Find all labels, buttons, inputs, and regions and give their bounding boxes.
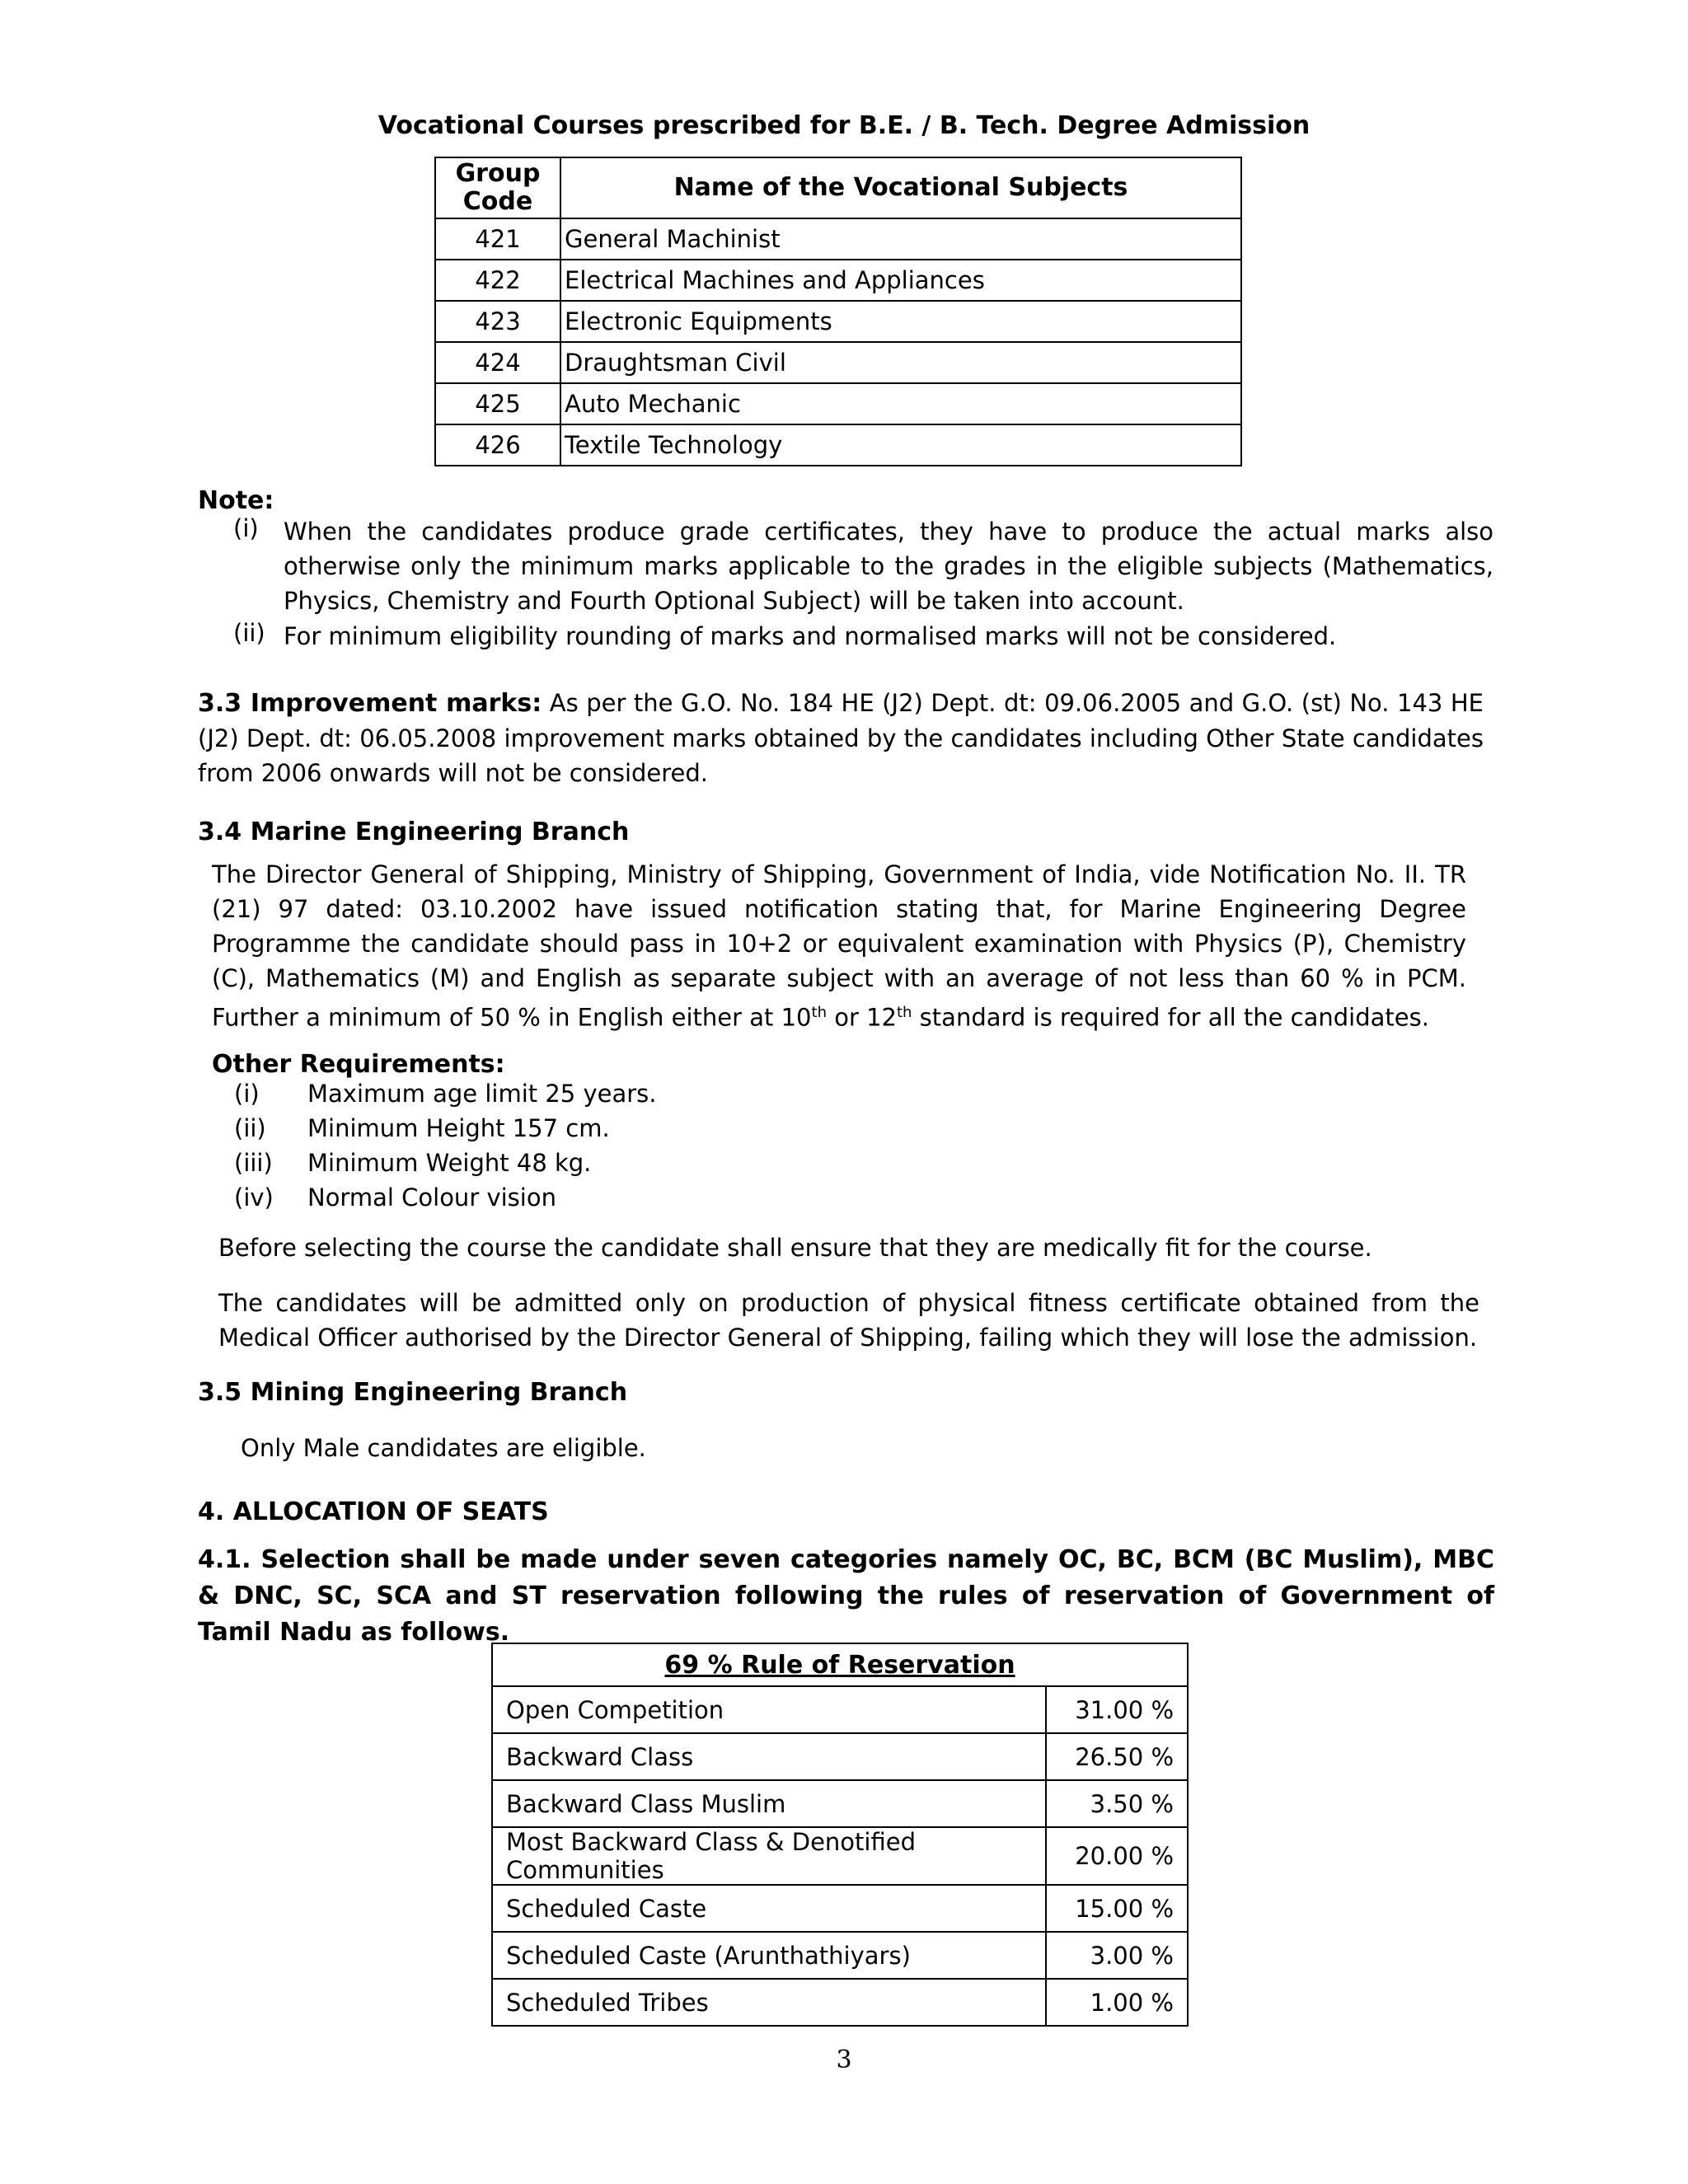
header-group-code: Group Code — [435, 157, 560, 218]
requirement-text: Minimum Height 157 cm. — [307, 1114, 610, 1142]
marine-text-main: The Director General of Shipping, Ministry of Shipping, Government of India, vide Notification No. II. TR (21) 97 dated: 03.10.2002 have issued notification stating that, for Marine Engineering Degree Programme the candidate should pass in 10+2 or equivalent examination with Physics (P), Chemistry (C), Mathematics (M) and English as separate subject with an average of not less than 60 % in PCM. Further a minimum of 50 % in English either at — [212, 860, 1466, 1032]
page-number: 3 — [836, 2046, 852, 2074]
marine-text-end: standard is required for all the candidates. — [912, 1003, 1429, 1032]
table-row — [492, 1780, 1188, 1827]
reservation-category: Scheduled Caste (Arunthathiyars) — [492, 1932, 1046, 1979]
table-row — [435, 342, 1241, 383]
group-code: 424 — [435, 342, 560, 383]
table-row — [492, 1733, 1188, 1780]
group-code: 425 — [435, 383, 560, 424]
reservation-category: Most Backward Class & Denotified Communities — [492, 1827, 1046, 1885]
header-subject-name: Name of the Vocational Subjects — [560, 157, 1241, 218]
or-word: or — [826, 1003, 867, 1032]
section-3-3 — [198, 686, 1484, 790]
vocational-table — [434, 157, 1242, 466]
superscript-th: th — [897, 1004, 912, 1021]
requirement-text: Normal Colour vision — [307, 1183, 556, 1212]
reservation-percent: 1.00 % — [1046, 1979, 1188, 2026]
reservation-percent: 3.00 % — [1046, 1932, 1188, 1979]
table-header-row — [492, 1643, 1188, 1686]
reservation-percent: 26.50 % — [1046, 1733, 1188, 1780]
reservation-percent: 3.50 % — [1046, 1780, 1188, 1827]
reservation-title: 69 % Rule of Reservation — [492, 1643, 1188, 1686]
requirement-text: Maximum age limit 25 years. — [307, 1080, 657, 1108]
note-item-number: (i) — [233, 514, 259, 542]
subject-name: Textile Technology — [560, 424, 1241, 466]
group-code: 421 — [435, 218, 560, 260]
superscript-th: th — [811, 1004, 827, 1021]
note-item-text: When the candidates produce grade certificates, they have to produce the actual marks also otherwise only the minimum marks applicable to the grades in the eligible subjects (Mathematics, Physics, Chemistry and Fourth Optional Subject) will be taken into account. — [284, 518, 1493, 615]
reservation-category: Open Competition — [492, 1686, 1046, 1733]
std-12: 12 — [866, 1003, 897, 1032]
section-3-5-text: Only Male candidates are eligible. — [241, 1434, 646, 1462]
table-row — [435, 383, 1241, 424]
medical-fitness-note: Before selecting the course the candidate shall ensure that they are medically fit for the course. — [218, 1234, 1372, 1262]
reservation-category: Scheduled Caste — [492, 1885, 1046, 1932]
section-4-heading: 4. ALLOCATION OF SEATS — [198, 1497, 549, 1526]
table-row — [492, 1932, 1188, 1979]
table-row — [435, 424, 1241, 466]
other-requirements-heading: Other Requirements: — [212, 1050, 505, 1079]
note-heading: Note: — [198, 486, 274, 515]
requirement-number: (ii) — [234, 1114, 266, 1142]
note-item-number: (ii) — [233, 619, 265, 647]
requirement-number: (iii) — [234, 1149, 273, 1177]
group-code: 423 — [435, 301, 560, 342]
table-row — [492, 1979, 1188, 2026]
reservation-category: Scheduled Tribes — [492, 1979, 1046, 2026]
reservation-category: Backward Class Muslim — [492, 1780, 1046, 1827]
reservation-category: Backward Class — [492, 1733, 1046, 1780]
table-row — [435, 218, 1241, 260]
group-code: 426 — [435, 424, 560, 466]
subject-name: Electrical Machines and Appliances — [560, 260, 1241, 301]
requirement-text: Minimum Weight 48 kg. — [307, 1149, 592, 1177]
reservation-percent: 15.00 % — [1046, 1885, 1188, 1932]
section-4-1-text: 4.1. Selection shall be made under seven categories namely OC, BC, BCM (BC Muslim), MBC & DNC, SC, SCA and ST reservation following the rules of reservation of Government of Tamil Nadu as follows. — [198, 1545, 1494, 1647]
table-row — [492, 1885, 1188, 1932]
requirement-number: (iv) — [234, 1183, 274, 1212]
subject-name: Draughtsman Civil — [560, 342, 1241, 383]
vocational-title: Vocational Courses prescribed for B.E. / B. Tech. Degree Admission — [377, 111, 1311, 140]
table-row — [435, 260, 1241, 301]
table-row — [435, 301, 1241, 342]
group-code: 422 — [435, 260, 560, 301]
table-row — [492, 1686, 1188, 1733]
subject-name: General Machinist — [560, 218, 1241, 260]
section-3-5-heading: 3.5 Mining Engineering Branch — [198, 1378, 628, 1407]
reservation-table — [491, 1643, 1189, 2027]
note-item-text: For minimum eligibility rounding of marks and normalised marks will not be considered. — [284, 622, 1337, 650]
table-header-row — [435, 157, 1241, 218]
admission-condition: The candidates will be admitted only on production of physical fitness certificate obtained from the Medical Officer authorised by the Director General of Shipping, failing which they will lose the admission. — [218, 1289, 1479, 1352]
std-10: 10 — [781, 1003, 812, 1032]
section-3-3-text: As per the G.O. No. 184 HE (J2) Dept. dt: 09.06.2005 and G.O. (st) No. 143 HE (J2) Dept. dt: 06.05.2008 improvement marks obtained by the candidates including Other State candidates from 2006 onwards will not be considered. — [198, 689, 1484, 787]
section-3-3-heading: 3.3 Improvement marks: — [198, 689, 542, 718]
reservation-percent: 31.00 % — [1046, 1686, 1188, 1733]
section-3-4-heading: 3.4 Marine Engineering Branch — [198, 818, 630, 846]
table-row — [492, 1827, 1188, 1885]
section-3-4-text — [212, 857, 1466, 1035]
requirement-number: (i) — [234, 1080, 260, 1108]
subject-name: Auto Mechanic — [560, 383, 1241, 424]
reservation-percent: 20.00 % — [1046, 1827, 1188, 1885]
subject-name: Electronic Equipments — [560, 301, 1241, 342]
